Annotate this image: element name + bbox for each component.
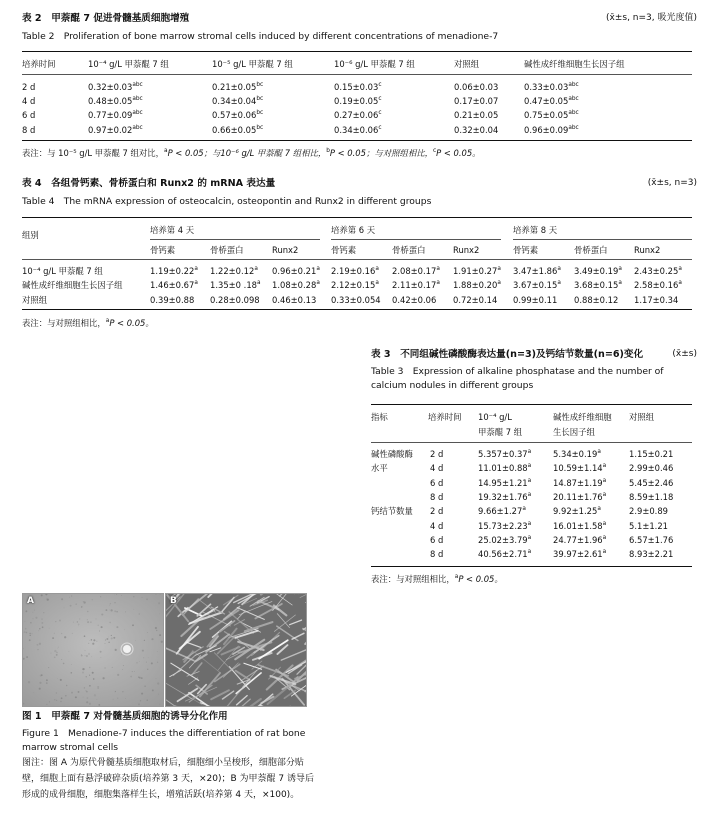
table2-header-4: 对照组 <box>454 59 480 69</box>
table2-title-en: Table 2 Proliferation of bone marrow stromal cells induced by different concentrations of menadione-7 <box>22 31 499 42</box>
table2-cell: 0.75±0.05$^{abc}$ <box>524 110 579 121</box>
figure1-label-a: A <box>27 596 34 606</box>
table2-cell: 0.34±0.06$^c$ <box>334 124 382 135</box>
table2-cell: 0.17±0.07 <box>454 96 499 107</box>
table4-cell: 1.19±0.22$^a$ <box>150 266 198 276</box>
table2-cell: 0.97±0.02$^{abc}$ <box>88 124 143 135</box>
table2-header-5: 碱性成纤维细胞生长因子组 <box>524 59 625 69</box>
table2-cell: 0.34±0.04$^{bc}$ <box>212 96 264 107</box>
table4-cell: 1.91±0.27$^a$ <box>453 266 501 276</box>
table4-subheader: Runx2 <box>453 245 480 255</box>
table2-note: 表注：与 10⁻⁵ g/L 甲萘醌 7 组对比，$^a$P < 0.05；与10⁻⁶ g/L 甲萘醌 7 组相比，$^b$P < 0.05；与对照组相比，$^c$P < 0.05。 <box>22 148 481 158</box>
table3-cell: 14.95±1.21$^a$ <box>478 477 532 488</box>
table2-cell: 0.47±0.05$^{abc}$ <box>524 96 579 107</box>
table4-cell: 2.12±0.15$^a$ <box>331 280 379 291</box>
table3-cell: 24.77±1.96$^a$ <box>553 534 607 545</box>
table3-cell: 11.01±0.88$^a$ <box>478 463 532 474</box>
table3-bottom-rule <box>371 566 692 567</box>
table2-cell: 0.96±0.09$^{abc}$ <box>524 124 579 135</box>
table4-period-2: 培养第 8 天 <box>513 225 558 235</box>
table3-group-alp-2: 水平 <box>371 463 388 473</box>
table2-cell: 0.33±0.03$^{abc}$ <box>524 82 579 92</box>
table2-header-2: 10⁻⁵ g/L 甲萘醌 7 组 <box>212 59 293 69</box>
table2-row-time: 4 d <box>22 96 36 107</box>
table3-row-time: 6 d <box>430 534 444 545</box>
table2-cell: 0.57±0.06$^{bc}$ <box>212 110 264 121</box>
table3-cell: 20.11±1.76$^a$ <box>553 491 607 502</box>
table4-title-cn: 表 4 各组骨钙素、骨桥蛋白和 Runx2 的 mRNA 表达量 <box>22 178 276 189</box>
figure1-caption-2: 壁，细胞上面有悬浮破碎杂质(培养第 3 天，×20)；B 为甲萘醌 7 诱导后 <box>22 774 314 784</box>
table3-cell: 16.01±1.58$^a$ <box>553 520 607 531</box>
table2-header-1: 10⁻⁴ g/L 甲萘醌 7 组 <box>88 59 169 69</box>
table3-cell: 39.97±2.61$^a$ <box>553 549 607 560</box>
table2-cell: 0.19±0.05$^c$ <box>334 96 382 107</box>
table3-cell: 8.59±1.18 <box>629 491 674 502</box>
table4-top-rule <box>22 217 692 218</box>
table4-cell: 3.68±0.15$^a$ <box>574 280 622 291</box>
table3-row-time: 4 d <box>430 520 444 531</box>
table4-cell: 0.46±0.13 <box>272 294 317 305</box>
table4-cell: 2.08±0.17$^a$ <box>392 266 440 276</box>
table4-period-0: 培养第 4 天 <box>150 225 195 235</box>
table2-cell: 0.21±0.05$^{bc}$ <box>212 82 264 92</box>
table2-row-time: 8 d <box>22 124 36 135</box>
table3-header-control: 对照组 <box>629 412 655 422</box>
table3-title-en-2: calcium nodules in different groups <box>371 380 534 391</box>
table4-cell: 0.72±0.14 <box>453 294 498 305</box>
table3-header-bfgf-1: 碱性成纤维细胞 <box>553 412 612 422</box>
table4-cell: 3.47±1.86$^a$ <box>513 266 561 276</box>
table3-cell: 6.57±1.76 <box>629 534 674 545</box>
table2-cell: 0.48±0.05$^{abc}$ <box>88 96 143 107</box>
table2-cell: 0.77±0.09$^{abc}$ <box>88 110 143 121</box>
table4-cell: 3.49±0.19$^a$ <box>574 266 622 276</box>
table3-cell: 2.9±0.89 <box>629 506 668 517</box>
table4-cell: 1.22±0.12$^a$ <box>210 266 258 276</box>
table4-period-rule-1 <box>331 239 501 240</box>
figure1-label-b: B <box>170 596 177 606</box>
table2-cell: 0.32±0.04 <box>454 124 499 135</box>
table3-row-time: 2 d <box>430 506 444 517</box>
table3-cell: 2.99±0.46 <box>629 463 674 474</box>
table2-row-time: 6 d <box>22 110 36 121</box>
table2-cell: 0.21±0.05 <box>454 110 499 121</box>
table4-subheader: 骨桥蛋白 <box>574 245 608 255</box>
table4-cell: 2.58±0.16$^a$ <box>634 280 682 291</box>
table4-cell: 2.11±0.17$^a$ <box>392 280 440 291</box>
table3-cell: 5.34±0.19$^a$ <box>553 449 601 459</box>
table4-period-rule-0 <box>150 239 320 240</box>
table3-header-rule <box>371 442 692 443</box>
table4-title-en: Table 4 The mRNA expression of osteocalcin, osteopontin and Runx2 in different groups <box>22 196 432 207</box>
table2-cell: 0.27±0.06$^c$ <box>334 110 382 121</box>
table4-cell: 0.28±0.098 <box>210 294 260 305</box>
table4-subheader: 骨钙素 <box>331 245 357 255</box>
table4-subheader: 骨钙素 <box>513 245 539 255</box>
table3-row-time: 8 d <box>430 549 444 560</box>
table4-header-rule <box>22 259 692 260</box>
table3-cell: 5.45±2.46 <box>629 477 674 488</box>
table2-stats: (x̄±s, n=3, 吸光度值) <box>606 13 697 23</box>
table4-subheader: 骨钙素 <box>150 245 176 255</box>
table4-cell: 0.39±0.88 <box>150 294 195 305</box>
figure1-photo-a <box>22 593 164 707</box>
figure1-photo-b-image <box>166 594 306 706</box>
table4-header-group: 组别 <box>22 230 39 240</box>
table3-note: 表注：与对照组相比，$^a$P < 0.05。 <box>371 574 503 584</box>
table3-cell: 9.92±1.25$^a$ <box>553 506 601 517</box>
table4-cell: 1.08±0.28$^a$ <box>272 280 320 291</box>
table3-row-time: 8 d <box>430 491 444 502</box>
table3-top-rule <box>371 404 692 405</box>
table3-cell: 14.87±1.19$^a$ <box>553 477 607 488</box>
table4-cell: 1.35±0 .18$^a$ <box>210 280 261 291</box>
table3-row-time: 2 d <box>430 449 444 459</box>
table4-subheader: 骨桥蛋白 <box>392 245 426 255</box>
table2-header-3: 10⁻⁶ g/L 甲萘醌 7 组 <box>334 59 415 69</box>
figure1-title-en-1: Figure 1 Menadione-7 induces the differentiation of rat bone <box>22 728 306 739</box>
table4-cell: 0.99±0.11 <box>513 294 558 305</box>
table3-row-time: 6 d <box>430 477 444 488</box>
table3-title-en-1: Table 3 Expression of alkaline phosphatase and the number of <box>371 366 664 377</box>
table4-cell: 0.88±0.12 <box>574 294 619 305</box>
table4-cell: 2.43±0.25$^a$ <box>634 266 682 276</box>
table2-row-time: 2 d <box>22 82 36 92</box>
table3-header-m7-2: 甲萘醌 7 组 <box>478 427 523 437</box>
table3-group-calcium: 钙结节数量 <box>371 506 413 516</box>
table2-cell: 0.66±0.05$^{bc}$ <box>212 124 264 135</box>
table3-header-bfgf-2: 生长因子组 <box>553 427 595 437</box>
table3-cell: 5.357±0.37$^a$ <box>478 449 532 459</box>
table2-cell: 0.32±0.03$^{abc}$ <box>88 82 143 92</box>
table4-cell: 3.67±0.15$^a$ <box>513 280 561 291</box>
table4-subheader: 骨桥蛋白 <box>210 245 244 255</box>
table4-subheader: Runx2 <box>634 245 661 255</box>
table3-row-time: 4 d <box>430 463 444 474</box>
table4-cell: 1.46±0.67$^a$ <box>150 280 198 291</box>
table4-stats: (x̄±s, n=3) <box>647 178 697 188</box>
table4-subheader: Runx2 <box>272 245 299 255</box>
table3-stats: (x̄±s) <box>672 349 697 359</box>
table3-title-cn: 表 3 不同组碱性磷酸酶表达量(n=3)及钙结节数量(n=6)变化 <box>371 349 644 360</box>
table3-cell: 40.56±2.71$^a$ <box>478 549 532 560</box>
table4-period-rule-2 <box>513 239 692 240</box>
table3-header-index: 指标 <box>371 412 388 422</box>
table2-cell: 0.06±0.03 <box>454 82 499 92</box>
table3-cell: 25.02±3.79$^a$ <box>478 534 532 545</box>
table4-row-group: 10⁻⁴ g/L 甲萘醌 7 组 <box>22 266 103 276</box>
table4-period-1: 培养第 6 天 <box>331 225 376 235</box>
table4-row-group: 对照组 <box>22 294 48 305</box>
table2-header-0: 培养时间 <box>22 59 56 69</box>
table4-cell: 2.19±0.16$^a$ <box>331 266 379 276</box>
table3-cell: 19.32±1.76$^a$ <box>478 491 532 502</box>
table3-cell: 9.66±1.27$^a$ <box>478 506 526 517</box>
table4-cell: 0.96±0.21$^a$ <box>272 266 320 276</box>
table3-cell: 10.59±1.14$^a$ <box>553 463 607 474</box>
figure1-caption-1: 图注：图 A 为原代骨髓基质细胞取材后，细胞细小呈梭形，细胞部分贴 <box>22 758 304 768</box>
table4-cell: 0.42±0.06 <box>392 294 437 305</box>
table2-cell: 0.15±0.03$^c$ <box>334 82 382 92</box>
figure1-photo-b <box>165 593 307 707</box>
table2-title-cn: 表 2 甲萘醌 7 促进骨髓基质细胞增殖 <box>22 13 190 24</box>
table4-cell: 0.33±0.054 <box>331 294 381 305</box>
figure1-title-cn: 图 1 甲萘醌 7 对骨髓基质细胞的诱导分化作用 <box>22 711 228 722</box>
table3-group-alp: 碱性磷酸酶 <box>371 449 413 459</box>
table4-cell: 1.17±0.34 <box>634 294 679 305</box>
figure1-photo-a-image <box>23 594 163 706</box>
figure1-title-en-2: marrow stromal cells <box>22 742 119 753</box>
table2-bottom-rule <box>22 140 692 141</box>
table3-cell: 1.15±0.21 <box>629 449 674 459</box>
table4-bottom-rule <box>22 309 692 310</box>
table3-cell: 5.1±1.21 <box>629 520 668 531</box>
table4-row-group: 碱性成纤维细胞生长因子组 <box>22 280 123 291</box>
table3-cell: 15.73±2.23$^a$ <box>478 520 532 531</box>
table2-top-rule <box>22 51 692 52</box>
table3-header-time: 培养时间 <box>428 412 462 422</box>
table4-note: 表注：与对照组相比，$^a$P < 0.05。 <box>22 318 154 328</box>
table4-cell: 1.88±0.20$^a$ <box>453 280 501 291</box>
figure1-caption-3: 形成的成骨细胞，细胞集落样生长，增殖活跃(培养第 4 天，×100)。 <box>22 790 300 800</box>
table3-header-m7-1: 10⁻⁴ g/L <box>478 412 512 422</box>
table3-cell: 8.93±2.21 <box>629 549 674 560</box>
table2-header-rule <box>22 74 692 75</box>
